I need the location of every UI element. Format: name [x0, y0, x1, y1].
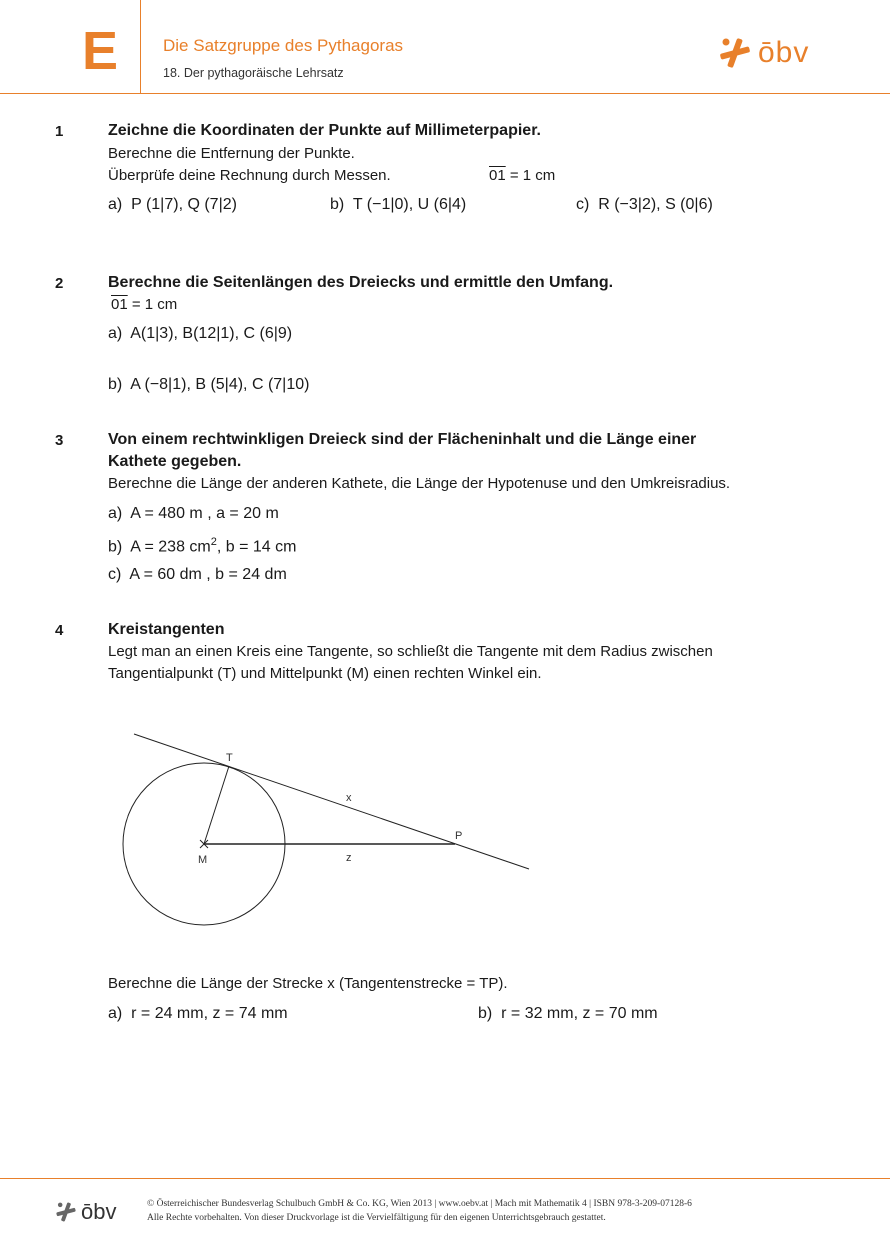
label-z: z	[346, 852, 352, 864]
item-label: a)	[108, 325, 123, 342]
label-t: T	[226, 752, 233, 764]
footer-logo-text: ōbv	[81, 1199, 117, 1224]
item-text: r = 32 mm, z = 70 mm	[501, 1005, 658, 1022]
item-label: a)	[108, 505, 123, 522]
label-p: P	[455, 830, 463, 842]
page-subtitle: 18. Der pythagoräische Lehrsatz	[163, 66, 344, 80]
item-text: r = 24 mm, z = 74 mm	[131, 1005, 288, 1022]
item-text: R (−3|2), S (0|6)	[598, 196, 713, 213]
footer-copyright: © Österreichischer Bundesverlag Schulbuch GmbH & Co. KG, Wien 2013 | www.oebv.at | Mach mit Mathematik 4 | ISBN 978-3-209-07128-6	[147, 1199, 692, 1209]
task-number: 3	[55, 432, 64, 449]
item-label: b)	[478, 1005, 493, 1022]
task-heading: Berechne die Seitenlängen des Dreiecks und ermittle den Umfang.	[108, 274, 614, 291]
task-number: 1	[55, 123, 64, 140]
radius-line	[204, 766, 229, 844]
section-letter: E	[82, 21, 119, 81]
task-heading: Von einem rechtwinkligen Dreieck sind der Flächeninhalt und die Länge einer	[108, 431, 697, 448]
task-number: 2	[55, 275, 64, 292]
task-text: Überprüfe deine Rechnung durch Messen.	[108, 167, 391, 184]
task-text: Berechne die Entfernung der Punkte.	[108, 145, 355, 162]
unit-segment: 01	[489, 167, 506, 184]
logo-text: ōbv	[758, 36, 810, 69]
task-heading: Zeichne die Koordinaten der Punkte auf Millimeterpapier.	[108, 122, 541, 139]
item-text: , b = 14 cm	[216, 538, 297, 556]
footer-logo	[55, 1199, 116, 1225]
star-logo-icon	[55, 1201, 77, 1223]
item-label: a)	[108, 196, 123, 213]
tangent-line	[134, 734, 529, 869]
footer-rights: Alle Rechte vorbehalten. Von dieser Druckvorlage ist die Vervielfältigung für den eigenen Unterrichtsgebrauch gestattet.	[147, 1213, 606, 1223]
item-label: b)	[330, 196, 345, 213]
item-label: b)	[108, 376, 123, 393]
item-text: P (1|7), Q (7|2)	[131, 196, 237, 213]
page-title: Die Satzgruppe des Pythagoras	[163, 36, 404, 55]
item-superscript: 2	[210, 536, 217, 548]
item-text: A = 60 dm , b = 24 dm	[129, 566, 287, 583]
item-label: a)	[108, 1005, 123, 1022]
footer-divider	[0, 1178, 890, 1179]
label-x: x	[346, 792, 352, 804]
unit-value: = 1 cm	[505, 167, 556, 184]
task-heading: Kathete gegeben.	[108, 453, 242, 470]
item-text: A = 238 cm	[130, 538, 211, 556]
item-text: A (−8|1), B (5|4), C (7|10)	[130, 376, 310, 393]
label-m: M	[198, 854, 208, 866]
task-text: Legt man an einen Kreis eine Tangente, so schließt die Tangente mit dem Radius zwischen	[108, 643, 713, 660]
task-heading: Kreistangenten	[108, 621, 225, 638]
item-label: c)	[576, 196, 590, 213]
unit-segment: 01	[111, 296, 128, 313]
item-text: A(1|3), B(12|1), C (6|9)	[130, 325, 293, 342]
list-item	[478, 1005, 658, 1023]
item-label: c)	[108, 566, 122, 583]
item-text: A = 480 m , a = 20 m	[130, 505, 279, 522]
item-text: T (−1|0), U (6|4)	[352, 196, 467, 213]
list-item	[108, 1005, 288, 1023]
task-question: Berechne die Länge der Strecke x (Tangentenstrecke = TP).	[108, 975, 508, 992]
task-text: Berechne die Länge der anderen Kathete, die Länge der Hypotenuse und den Umkreisradius.	[108, 475, 731, 492]
item-label: b)	[108, 538, 123, 556]
task-text: Tangentialpunkt (T) und Mittelpunkt (M) einen rechten Winkel ein.	[108, 665, 542, 682]
unit-value: = 1 cm	[127, 296, 178, 313]
task-number: 4	[55, 622, 64, 639]
